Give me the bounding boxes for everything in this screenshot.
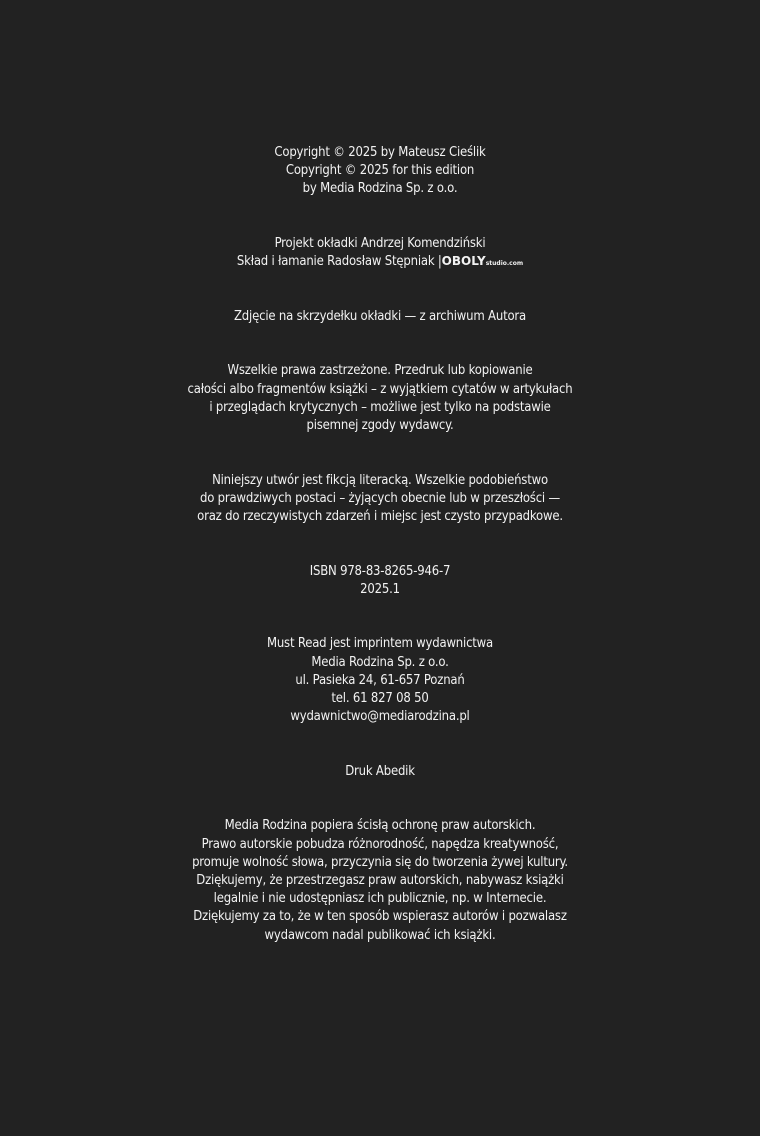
- publisher-line: Must Read jest imprintem wydawnictwa: [266, 636, 494, 652]
- rights-line: pisemnej zgody wydawcy.: [306, 418, 454, 433]
- edition-number: 2025.1: [360, 581, 400, 597]
- copyright-block: [0, 144, 760, 199]
- support-line: legalnie i nie udostępniasz ich publicznie, np. w Internecie.: [213, 891, 547, 907]
- photo-credit-block: [0, 308, 760, 326]
- fiction-line: do prawdziwych postaci – żyjących obecnie lub w przeszłości —: [199, 490, 560, 506]
- studio-logo: [442, 255, 523, 267]
- rights-line: i przeglądach krytycznych – możliwe jest tylko na podstawie: [209, 399, 551, 415]
- separator: |: [437, 254, 442, 270]
- support-line: wydawcom nadal publikować ich książki.: [264, 927, 496, 943]
- rights-line: całości albo fragmentów książki – z wyjątkiem cytatów w artykułach: [187, 381, 573, 397]
- rights-block: [0, 362, 760, 435]
- copyright-line: by Media Rodzina Sp. z o.o.: [302, 181, 458, 197]
- support-line: Media Rodzina popiera ścisłą ochronę praw autorskich.: [224, 818, 536, 834]
- fiction-disclaimer-block: [0, 472, 760, 527]
- rights-line: Wszelkie prawa zastrzeżone. Przedruk lub kopiowanie: [227, 363, 533, 379]
- studio-logo-suffix: studio.com: [485, 260, 524, 268]
- publisher-email: wydawnictwo@mediarodzina.pl: [290, 709, 470, 725]
- credits-block: [0, 235, 760, 271]
- copyright-line: Copyright © 2025 by Mateusz Cieślik: [274, 145, 486, 160]
- publisher-phone: tel. 61 827 08 50: [331, 691, 429, 706]
- publisher-address: ul. Pasieka 24, 61-657 Poznań: [295, 672, 465, 688]
- copyright-line: Copyright © 2025 for this edition: [285, 163, 475, 179]
- cover-design-credit: Projekt okładki Andrzej Komendziński: [274, 236, 486, 251]
- fiction-line: oraz do rzeczywistych zdarzeń i miejsc jest czysto przypadkowe.: [197, 509, 563, 524]
- isbn-block: [0, 563, 760, 599]
- photo-credit: Zdjęcie na skrzydełku okładki — z archiwum Autora: [234, 308, 526, 324]
- copyright-support-block: [0, 817, 760, 944]
- publisher-block: [0, 635, 760, 726]
- copyright-page: [0, 144, 760, 945]
- studio-logo-text: OBOLY: [441, 254, 486, 269]
- fiction-line: Niniejszy utwór jest fikcją literacką. Wszelkie podobieństwo: [212, 472, 548, 488]
- isbn: ISBN 978-83-8265-946-7: [309, 563, 451, 579]
- support-line: Dziękujemy, że przestrzegasz praw autorskich, nabywasz książki: [196, 873, 564, 888]
- support-line: promuje wolność słowa, przyczynia się do tworzenia żywej kultury.: [192, 854, 568, 870]
- typesetting-credit-text: Skład i łamanie Radosław Stępniak: [236, 254, 435, 270]
- support-line: Dziękujemy za to, że w ten sposób wspierasz autorów i pozwalasz: [193, 909, 567, 925]
- printer-credit: Druk Abedik: [345, 763, 415, 779]
- typesetting-credit: [0, 253, 760, 271]
- print-block: [0, 763, 760, 781]
- publisher-name: Media Rodzina Sp. z o.o.: [311, 654, 449, 670]
- support-line: Prawo autorskie pobudza różnorodność, napędza kreatywność,: [201, 836, 559, 852]
